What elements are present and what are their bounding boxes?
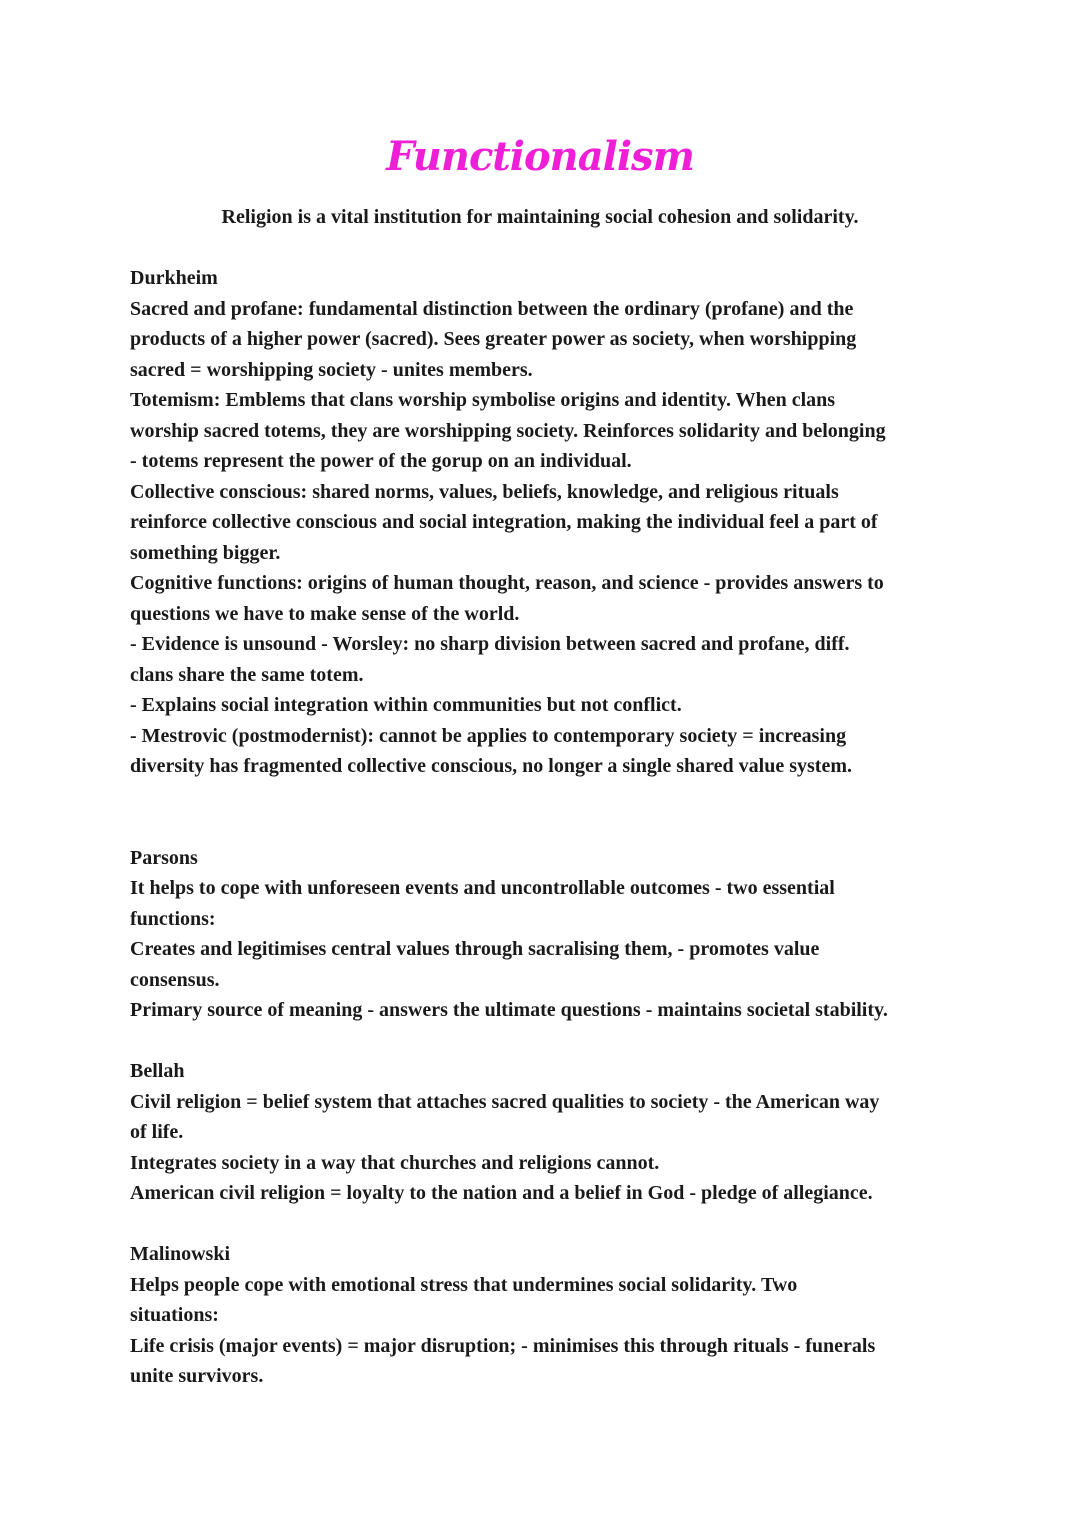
text-line: worship sacred totems, they are worshipping society. Reinforces solidarity and belonging [130,419,886,442]
subtitle: Religion is a vital institution for maintaining social cohesion and solidarity. [221,206,859,228]
page-title: Functionalism [386,133,694,180]
text-line: reinforce collective conscious and social integration, making the individual feel a part of [130,511,878,533]
blank-line [130,782,990,813]
text-line: of life. [130,1121,184,1143]
text-line: Totemism: Emblems that clans worship symbolise origins and identity. When clans [130,389,836,411]
document-body [130,202,990,1392]
text-line: - totems represent the power of the gorup on an individual. [130,450,632,472]
text-line: functions: [130,907,216,930]
blank-line [130,1209,990,1240]
text-line: questions we have to make sense of the world. [130,602,520,625]
text-line: sacred = worshipping society - unites members. [130,358,533,381]
text-line: Sacred and profane: fundamental distinction between the ordinary (profane) and the [130,297,854,320]
text-line: - Evidence is unsound - Worsley: no sharp division between sacred and profane, diff. [130,633,850,655]
text-line: Civil religion = belief system that attaches sacred qualities to society - the American way [130,1090,880,1113]
text-line: Creates and legitimises central values through sacralising them, - promotes value [130,938,820,960]
text-line: clans share the same totem. [130,663,364,686]
blank-line [130,233,990,264]
text-line: American civil religion = loyalty to the nation and a belief in God - pledge of allegiance. [130,1182,873,1204]
text-line: something bigger. [130,541,281,564]
text-line: Life crisis (major events) = major disruption; - minimises this through rituals - funerals [130,1334,876,1357]
section-heading: Bellah [130,1060,185,1082]
text-line: diversity has fragmented collective conscious, no longer a single shared value system. [130,755,852,777]
text-line: consensus. [130,968,220,991]
blank-line [130,812,990,843]
text-line: - Mestrovic (postmodernist): cannot be applies to contemporary society = increasing [130,724,847,747]
text-line: Helps people cope with emotional stress that undermines social solidarity. Two [130,1273,798,1296]
text-line: - Explains social integration within communities but not conflict. [130,694,682,716]
text-line: situations: [130,1304,219,1326]
text-line: Cognitive functions: origins of human thought, reason, and science - provides answers to [130,572,884,594]
text-line: Integrates society in a way that churches and religions cannot. [130,1151,660,1174]
text-line: Collective conscious: shared norms, values, beliefs, knowledge, and religious rituals [130,480,839,503]
text-line: products of a higher power (sacred). Sees greater power as society, when worshipping [130,328,857,350]
section-heading: Parsons [130,846,198,869]
text-line: It helps to cope with unforeseen events and uncontrollable outcomes - two essential [130,877,835,899]
section-heading: Durkheim [130,267,218,289]
section-heading: Malinowski [130,1243,231,1265]
blank-line [130,1026,990,1057]
text-line: Primary source of meaning - answers the ultimate questions - maintains societal stability. [130,999,888,1021]
text-line: unite survivors. [130,1365,264,1387]
